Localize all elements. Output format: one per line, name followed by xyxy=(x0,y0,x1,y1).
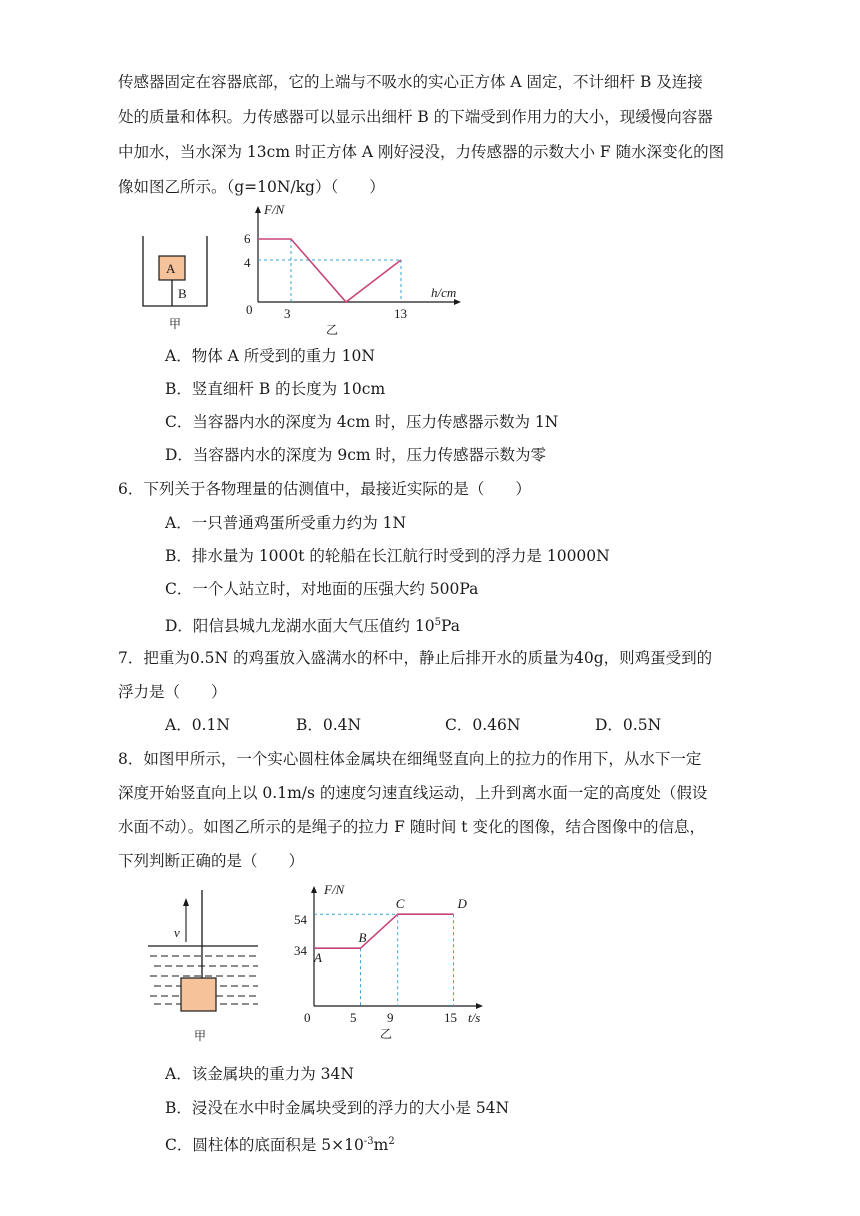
q8-caption-yi: 乙 xyxy=(380,1027,393,1040)
q8-option-c[interactable] xyxy=(165,1132,395,1155)
figure-caption-jia: 甲 xyxy=(169,317,182,331)
q8-point-label-b: B xyxy=(358,930,367,946)
q7-option-d[interactable]: D．0.5N xyxy=(595,716,662,734)
q5-xtick-3: 3 xyxy=(284,306,291,321)
q8-series-line xyxy=(314,914,454,948)
q8-option-c-prefix: C．圆柱体的底面积是 5×10 xyxy=(165,1136,364,1155)
q6-stem: 6．下列关于各物理量的估测值中，最接近实际的是（ ） xyxy=(118,480,531,498)
q8-caption-jia: 甲 xyxy=(194,1029,207,1043)
q6-option-d-suffix: Pa xyxy=(440,617,460,636)
q7-option-a[interactable]: A．0.1N xyxy=(165,716,230,734)
q5-option-c[interactable]: C．当容器内水的深度为 4cm 时，压力传感器示数为 1N xyxy=(165,413,559,431)
q8-ytick-34: 34 xyxy=(294,943,307,958)
q5-ylabel: F/N xyxy=(264,202,285,217)
q5-option-b[interactable]: B．竖直细杆 B 的长度为 10cm xyxy=(165,380,386,398)
q6-option-a[interactable]: A．一只普通鸡蛋所受重力约为 1N xyxy=(165,514,407,532)
q8-stem-line-4: 下列判断正确的是（ ） xyxy=(118,852,305,870)
q5-ytick-4: 4 xyxy=(244,255,251,270)
q8-xtick-15: 15 xyxy=(444,1010,457,1025)
q8-option-b[interactable]: B．浸没在水中时金属块受到的浮力的大小是 54N xyxy=(165,1099,510,1117)
q7-option-b[interactable]: B．0.4N xyxy=(296,716,362,734)
q5-text-line-3: 中加水，当水深为 13cm 时正方体 A 刚好浸没，力传感器的示数大小 F 随水深变化的图 xyxy=(118,143,725,161)
q8-point-label-a: A xyxy=(314,950,322,966)
q5-chart xyxy=(240,200,470,340)
q5-text-line-1: 传感器固定在容器底部，它的上端与不吸水的实心正方体 A 固定，不计细杆 B 及连接 xyxy=(118,73,703,91)
q5-origin-label: 0 xyxy=(246,302,253,317)
velocity-label: v xyxy=(174,925,180,940)
q8-origin-label: 0 xyxy=(304,1010,311,1025)
q5-y-axis-arrow-icon xyxy=(255,206,261,213)
q5-ytick-6: 6 xyxy=(244,231,251,246)
q5-text-line-4: 像如图乙所示。（g=10N/kg）（ ） xyxy=(118,178,385,196)
q8-xtick-9: 9 xyxy=(387,1010,394,1025)
q8-option-c-sup2: 2 xyxy=(388,1136,395,1147)
q5-xtick-13: 13 xyxy=(394,306,407,321)
q5-caption-yi: 乙 xyxy=(326,323,339,337)
rod-b-label: B xyxy=(178,286,187,301)
q5-option-a[interactable]: A．物体 A 所受到的重力 10N xyxy=(165,347,375,365)
q8-point-label-c: C xyxy=(395,896,405,912)
q5-figure-container xyxy=(135,228,215,338)
q8-option-a[interactable]: A．该金属块的重力为 34N xyxy=(165,1065,354,1083)
q6-option-d-sup: 5 xyxy=(434,617,441,628)
q8-y-axis-arrow-icon xyxy=(311,886,317,893)
q6-option-d[interactable] xyxy=(165,613,460,636)
q5-text-line-2: 处的质量和体积。力传感器可以显示出细杆 B 的下端受到作用力的大小，现缓慢向容器 xyxy=(118,108,713,126)
q8-xtick-5: 5 xyxy=(350,1010,357,1025)
cube-a-label: A xyxy=(166,261,176,276)
q8-stem-line-1: 8．如图甲所示，一个实心圆柱体金属块在细绳竖直向上的拉力的作用下，从水下一定 xyxy=(118,750,702,768)
q8-stem-line-2: 深度开始竖直向上以 0.1m/s 的速度匀速直线运动，上升到离水面一定的高度处（假设 xyxy=(118,784,708,802)
q8-ylabel: F/N xyxy=(324,882,345,897)
q5-xlabel: h/cm xyxy=(431,285,457,300)
q6-option-b[interactable]: B．排水量为 1000t 的轮船在长江航行时受到的浮力是 10000N xyxy=(165,547,610,565)
q6-option-d-prefix: D．阳信县城九龙湖水面大气压值约 10 xyxy=(165,617,435,636)
q8-x-axis-arrow-icon xyxy=(476,1003,483,1009)
q8-figure-water xyxy=(140,880,270,1050)
q7-stem-line-2: 浮力是（ ） xyxy=(118,683,227,701)
q8-chart xyxy=(290,880,490,1040)
q8-option-c-unit: m xyxy=(373,1136,389,1155)
q5-option-d[interactable]: D．当容器内水的深度为 9cm 时，压力传感器示数为零 xyxy=(165,446,547,464)
metal-block xyxy=(181,978,216,1011)
q8-ytick-54: 54 xyxy=(294,912,307,927)
q7-option-c[interactable]: C．0.46N xyxy=(445,716,521,734)
velocity-arrow-icon xyxy=(183,898,189,906)
q8-stem-line-3: 水面不动）。如图乙所示的是绳子的拉力 F 随时间 t 变化的图像，结合图像中的信息， xyxy=(118,818,705,836)
q8-point-label-d: D xyxy=(457,896,467,912)
q5-series-line xyxy=(258,239,401,302)
q8-option-c-sup: -3 xyxy=(363,1136,374,1147)
q7-stem-line-1: 7．把重为0.5N 的鸡蛋放入盛满水的杯中，静止后排开水的质量为40g，则鸡蛋受到的 xyxy=(118,649,713,667)
q8-xlabel: t/s xyxy=(468,1010,481,1025)
q6-option-c[interactable]: C．一个人站立时，对地面的压强大约 500Pa xyxy=(165,580,479,598)
